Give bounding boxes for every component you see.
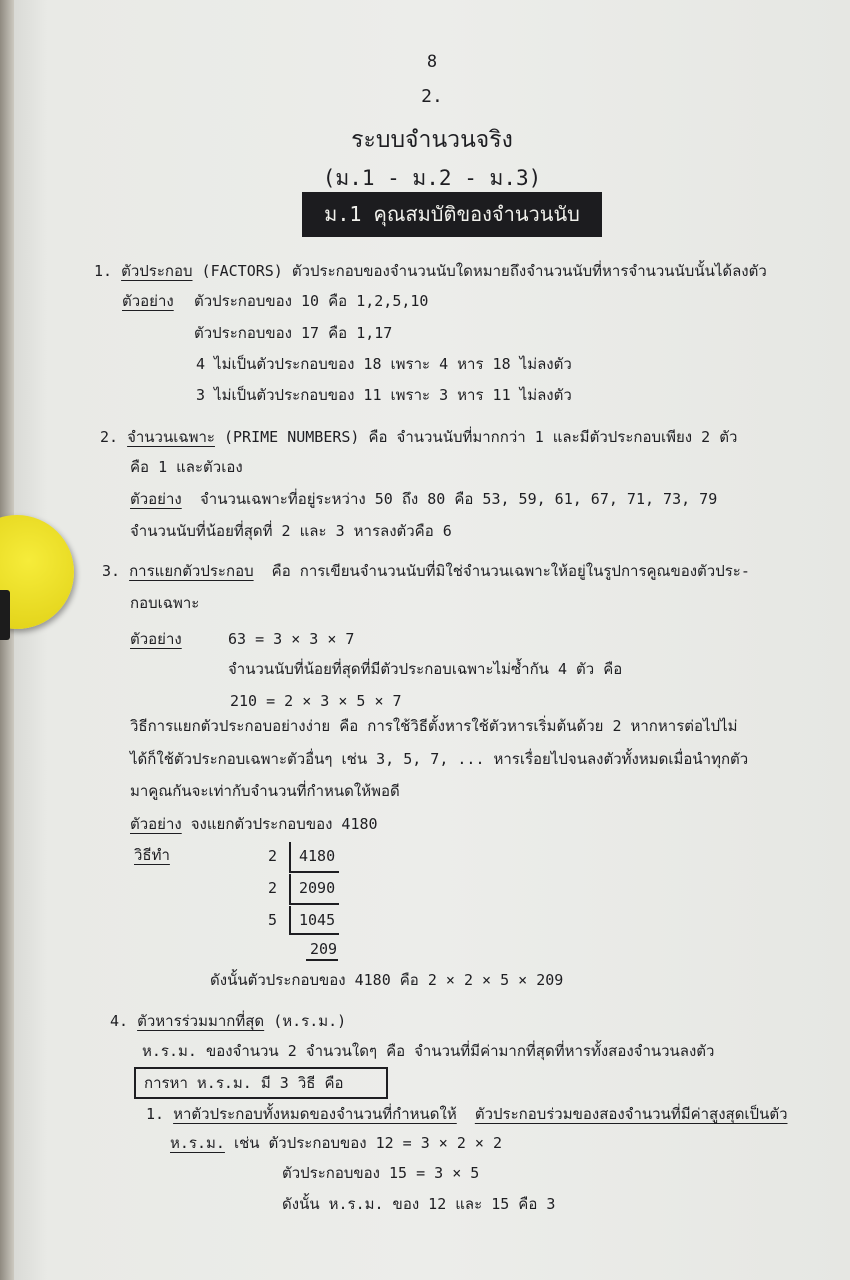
- example-line: จำนวนเฉพาะที่อยู่ระหว่าง 50 ถึง 80 คือ 53, 59, 61, 67, 71, 73, 79: [200, 490, 718, 508]
- chapter-number: 2.: [421, 86, 443, 107]
- conclusion: ดังนั้นตัวประกอบของ 4180 คือ 2 × 2 × 5 × 209: [210, 971, 564, 989]
- divisor: 2: [268, 847, 278, 865]
- dividend: 4180: [299, 847, 336, 865]
- dividend: 2090: [299, 879, 336, 897]
- divisor: 5: [268, 911, 278, 929]
- example-line: ห.ร.ม. เช่น ตัวประกอบของ 12 = 3 × 2 × 2: [170, 1134, 503, 1152]
- example-label: ตัวอย่าง: [122, 292, 174, 310]
- paragraph-line: มาคูณกันจะเท่ากับจำนวนที่กำหนดให้พอดี: [130, 782, 400, 800]
- division-bar: [289, 933, 339, 935]
- page-title: ระบบจำนวนจริง: [351, 127, 513, 153]
- example-line: จำนวนนับที่น้อยที่สุดที่ 2 และ 3 หารลงตัวคือ 6: [130, 522, 452, 540]
- division-bar: [289, 842, 291, 872]
- sticker-mark: [0, 590, 10, 640]
- method-1-line: 1. หาตัวประกอบทั้งหมดของจำนวนที่กำหนดให้ ตัวประกอบร่วมของสองจำนวนที่มีค่าสูงสุดเป็นตัว: [146, 1105, 788, 1123]
- quotient: 209: [310, 940, 338, 958]
- method-label: วิธีทำ: [134, 846, 170, 864]
- page-subtitle: (ม.1 - ม.2 - ม.3): [322, 166, 542, 190]
- section-1-heading: 1. ตัวประกอบ (FACTORS) ตัวประกอบของจำนวนนับใดหมายถึงจำนวนนับที่หารจำนวนนับนั้นได้ลงตัว: [94, 262, 767, 280]
- division-bar: [306, 959, 338, 961]
- division-bar: [289, 903, 339, 905]
- example-line: ตัวประกอบของ 10 คือ 1,2,5,10: [194, 292, 429, 310]
- example-line: 210 = 2 × 3 × 5 × 7: [230, 692, 402, 710]
- example-line: 4 ไม่เป็นตัวประกอบของ 18 เพราะ 4 หาร 18 ไม่ลงตัว: [196, 355, 572, 373]
- section-4-heading: 4. ตัวหารร่วมมากที่สุด (ห.ร.ม.): [110, 1012, 347, 1030]
- division-bar: [289, 906, 291, 934]
- example-line: จำนวนนับที่น้อยที่สุดที่มีตัวประกอบเฉพาะไม่ซ้ำกัน 4 ตัว คือ: [228, 660, 623, 678]
- example-line: 3 ไม่เป็นตัวประกอบของ 11 เพราะ 3 หาร 11 ไม่ลงตัว: [196, 386, 572, 404]
- paragraph-line: ได้ก็ใช้ตัวประกอบเฉพาะตัวอื่นๆ เช่น 3, 5, 7, ... หารเรื่อยไปจนลงตัวทั้งหมดเมื่อนำทุกตัว: [130, 750, 749, 768]
- division-bar: [289, 874, 291, 904]
- dividend: 1045: [299, 911, 336, 929]
- example-label: ตัวอย่าง: [130, 490, 182, 508]
- section-banner: ม.1 คุณสมบัติของจำนวนนับ: [302, 192, 602, 237]
- divisor: 2: [268, 879, 278, 897]
- example-line: 63 = 3 × 3 × 7: [228, 630, 355, 648]
- section-3-text: กอบเฉพาะ: [130, 594, 200, 612]
- page-number: 8: [426, 52, 438, 72]
- section-2-heading: 2. จำนวนเฉพาะ (PRIME NUMBERS) คือ จำนวนนับที่มากกว่า 1 และมีตัวประกอบเพียง 2 ตัว: [100, 428, 738, 446]
- paragraph-line: วิธีการแยกตัวประกอบอย่างง่าย คือ การใช้วิธีตั้งหารใช้ตัวหารเริ่มต้นด้วย 2 หากหารต่อไปไม่: [130, 717, 738, 735]
- example-label: ตัวอย่าง: [130, 630, 182, 648]
- method-box: การหา ห.ร.ม. มี 3 วิธี คือ: [134, 1067, 388, 1099]
- document-page: [14, 0, 850, 1280]
- section-3-heading: 3. การแยกตัวประกอบ คือ การเขียนจำนวนนับที่มิใช่จำนวนเฉพาะให้อยู่ในรูปการคูณของตัวประ-: [102, 562, 750, 580]
- example-line: ตัวประกอบของ 17 คือ 1,17: [194, 324, 393, 342]
- section-4-text: ห.ร.ม. ของจำนวน 2 จำนวนใดๆ คือ จำนวนที่มีค่ามากที่สุดที่หารทั้งสองจำนวนลงตัว: [142, 1042, 715, 1060]
- example-line: ตัวประกอบของ 15 = 3 × 5: [282, 1164, 480, 1182]
- example-line: ตัวอย่าง จงแยกตัวประกอบของ 4180: [130, 815, 378, 833]
- division-bar: [289, 871, 339, 873]
- section-2-text: คือ 1 และตัวเอง: [130, 458, 243, 476]
- example-line: ดังนั้น ห.ร.ม. ของ 12 และ 15 คือ 3: [282, 1195, 556, 1213]
